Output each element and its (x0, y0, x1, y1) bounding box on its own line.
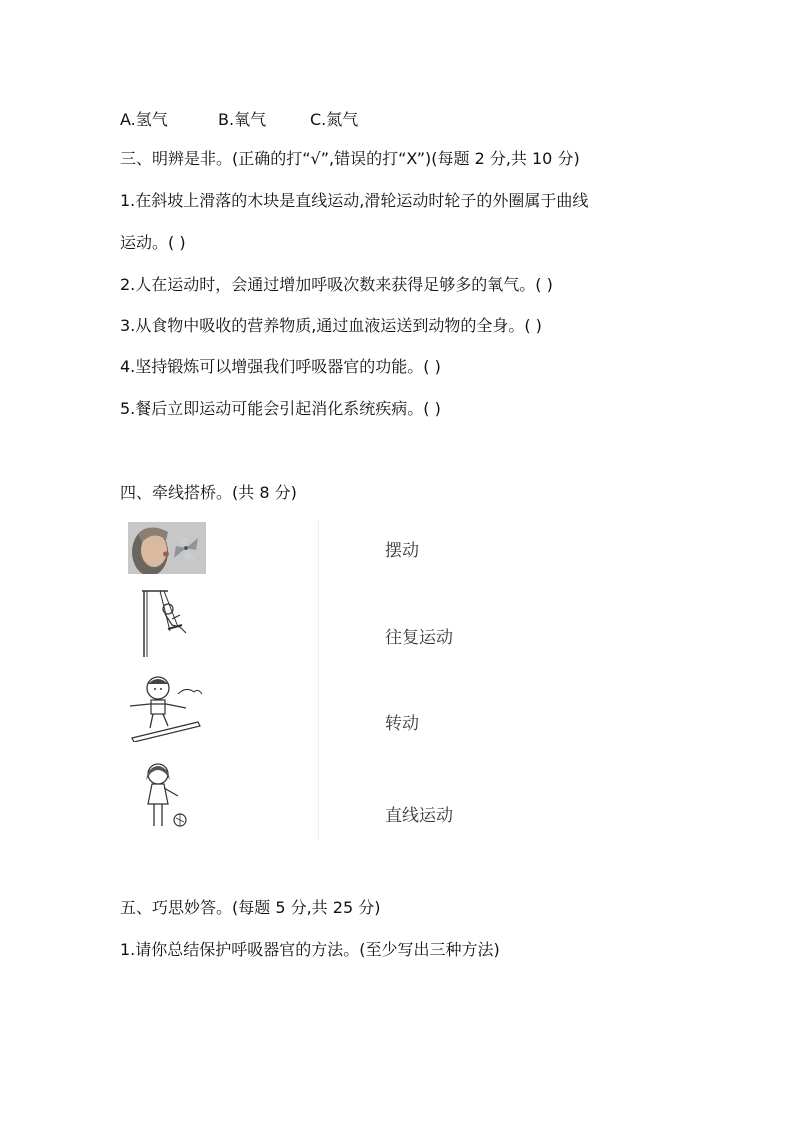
option-b: B.氧气 (218, 110, 267, 129)
section3-title: 三、明辨是非。(正确的打“√”,错误的打“X”)(每题 2 分,共 10 分) (120, 149, 580, 168)
section3-q5: 5.餐后立即运动可能会引起消化系统疾病。( ) (120, 399, 441, 418)
section5-q1: 1.请你总结保护呼吸器官的方法。(至少写出三种方法) (120, 940, 500, 959)
option-c: C.氮气 (310, 110, 359, 129)
section3-q1-line2: 运动。( ) (120, 233, 186, 252)
column-divider (318, 520, 319, 840)
section3-q2: 2.人在运动时，会通过增加呼吸次数来获得足够多的氧气。( ) (120, 275, 553, 294)
motion-word-linear: 直线运动 (385, 806, 453, 826)
section3-q4: 4.坚持锻炼可以增强我们呼吸器官的功能。( ) (120, 357, 441, 376)
section5-title: 五、巧思妙答。(每题 5 分,共 25 分) (120, 898, 381, 917)
balance-beam-picture (128, 672, 204, 742)
swing-picture (128, 587, 198, 659)
section3-q1-line1: 1.在斜坡上滑落的木块是直线运动,滑轮运动时轮子的外圈属于曲线 (120, 191, 589, 210)
option-a: A.氢气 (120, 110, 168, 129)
section4-title: 四、牵线搭桥。(共 8 分) (120, 483, 297, 502)
motion-word-reciprocating: 往复运动 (385, 628, 453, 648)
motion-word-rotation: 转动 (385, 714, 419, 734)
motion-word-swing: 摆动 (385, 541, 419, 561)
pinwheel-photo (128, 522, 206, 574)
ball-kick-picture (128, 760, 198, 836)
section3-q3: 3.从食物中吸收的营养物质,通过血液运送到动物的全身。( ) (120, 316, 542, 335)
